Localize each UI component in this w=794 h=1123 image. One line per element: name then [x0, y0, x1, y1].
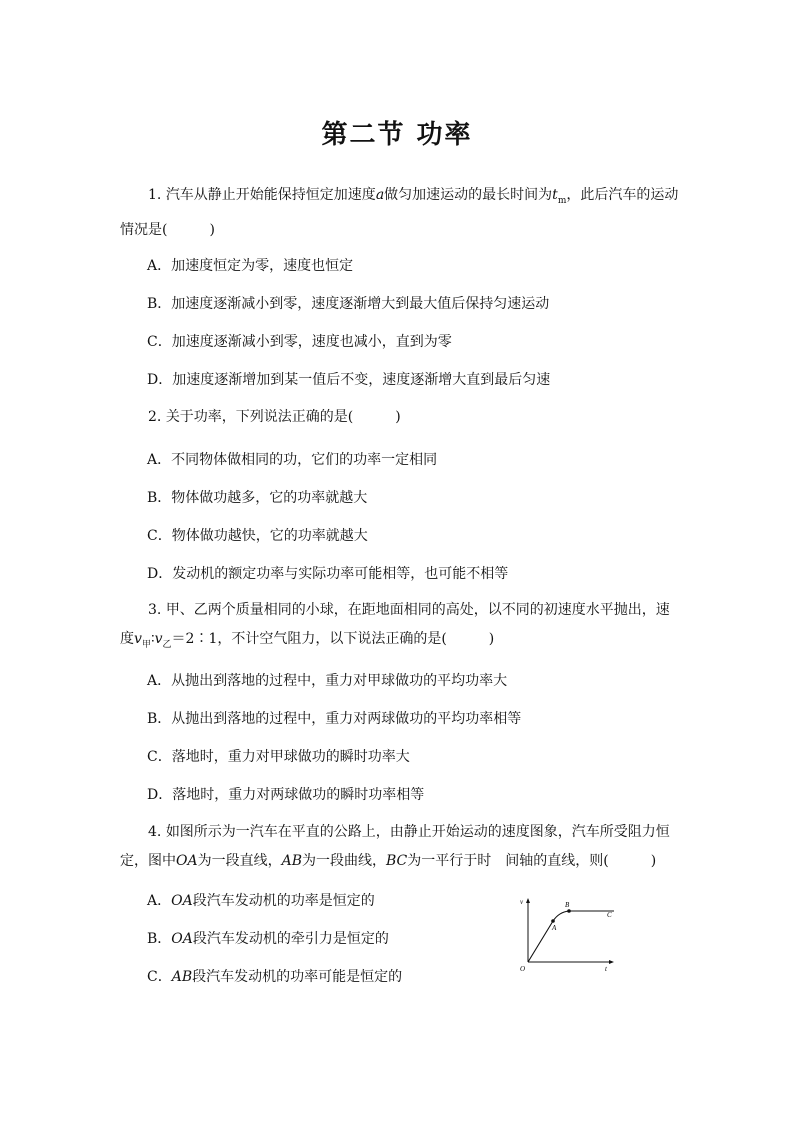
variable-v: v — [134, 631, 142, 647]
v-label: v — [520, 898, 524, 906]
option-c: C．加速度逐渐减小到零，速度也减小，直到为零 — [147, 334, 452, 350]
option-d: D．发动机的额定功率与实际功率可能相等，也可能不相等 — [147, 566, 509, 582]
variable-a: a — [375, 187, 385, 203]
option-b — [147, 929, 389, 949]
variable-ab: AB — [281, 853, 302, 869]
question-number: 1. — [148, 187, 162, 203]
question-text: ＝2∶1，不计空气阻力，以下说法正确的是( ) — [171, 631, 495, 647]
variable-bc: BC — [386, 853, 408, 869]
a-label: A — [552, 924, 557, 932]
question-1 — [120, 181, 680, 245]
v-axis-arrow — [526, 898, 530, 903]
question-text: 如图所示为一汽车在平直的公路上，由静止开始运动的速度图象，汽车所受阻力恒定，图中 — [120, 824, 670, 869]
velocity-time-graph — [514, 894, 619, 976]
option-c: C．物体做功越快，它的功率就越大 — [147, 528, 368, 544]
question-number: 4. — [148, 824, 162, 840]
subscript-jia: 甲 — [141, 639, 151, 650]
question-number: 3. — [148, 602, 162, 618]
option-a: A．从抛出到落地的过程中，重力对甲球做功的平均功率大 — [147, 673, 508, 689]
question-text: 汽车从静止开始能保持恒定加速度 — [165, 187, 376, 203]
question-text: 甲、乙两个质量相同的小球，在距地面相同的高处，以不同的初速度水平抛出，速度 — [120, 602, 670, 647]
question-number: 2. — [148, 409, 162, 425]
option-c: C．落地时，重力对甲球做功的瞬时功率大 — [147, 749, 410, 765]
question-text: 为一段直线， — [197, 853, 282, 869]
option-label: A． — [147, 893, 172, 909]
ratio-sign: ∶ — [150, 631, 155, 647]
question-text: 为一平行于时 间轴的直线，则( ) — [407, 853, 657, 869]
question-text: 为一段曲线， — [302, 853, 386, 869]
option-variable: OA — [171, 931, 193, 947]
option-a — [147, 891, 375, 911]
option-b: B．从抛出到落地的过程中，重力对两球做功的平均功率相等 — [147, 711, 522, 727]
subscript-m: m — [557, 195, 567, 206]
page-title: 第二节 功率 — [321, 120, 473, 150]
c-label: C — [607, 911, 612, 919]
option-label: C． — [147, 969, 172, 985]
subscript-yi: 乙 — [162, 639, 172, 650]
question-2 — [120, 403, 680, 432]
variable-oa: OA — [176, 853, 198, 869]
t-axis-arrow — [609, 960, 614, 964]
option-variable: AB — [171, 969, 193, 985]
velocity-curve — [528, 911, 614, 962]
origin-label: O — [520, 965, 526, 973]
point-b — [567, 909, 571, 913]
point-a — [551, 919, 555, 923]
question-text: ，此后汽车的运动情况是( ) — [120, 187, 679, 238]
option-variable: OA — [171, 893, 193, 909]
variable-v: v — [154, 631, 163, 647]
option-text: 段汽车发动机的功率是恒定的 — [192, 893, 375, 909]
t-label: t — [605, 965, 607, 973]
option-d: D．加速度逐渐增加到某一值后不变，速度逐渐增大直到最后匀速 — [147, 372, 551, 388]
option-d: D．落地时，重力对两球做功的瞬时功率相等 — [147, 787, 425, 803]
option-label: B． — [147, 931, 172, 947]
option-b: B．加速度逐渐减小到零，速度逐渐增大到最大值后保持匀速运动 — [147, 296, 550, 312]
option-text: 段汽车发动机的功率可能是恒定的 — [192, 969, 403, 985]
question-4 — [120, 818, 680, 876]
option-a: A．不同物体做相同的功，它们的功率一定相同 — [147, 452, 438, 468]
question-3 — [120, 596, 680, 660]
option-a: A．加速度恒定为零，速度也恒定 — [147, 258, 354, 274]
question-text: 做匀加速运动的最长时间为 — [384, 187, 553, 203]
option-b: B．物体做功越多，它的功率就越大 — [147, 490, 368, 506]
question-text: 关于功率，下列说法正确的是( ) — [165, 409, 401, 425]
b-label: B — [565, 901, 570, 909]
option-c — [147, 967, 402, 987]
variable-t: t — [552, 187, 558, 203]
option-text: 段汽车发动机的牵引力是恒定的 — [192, 931, 389, 947]
